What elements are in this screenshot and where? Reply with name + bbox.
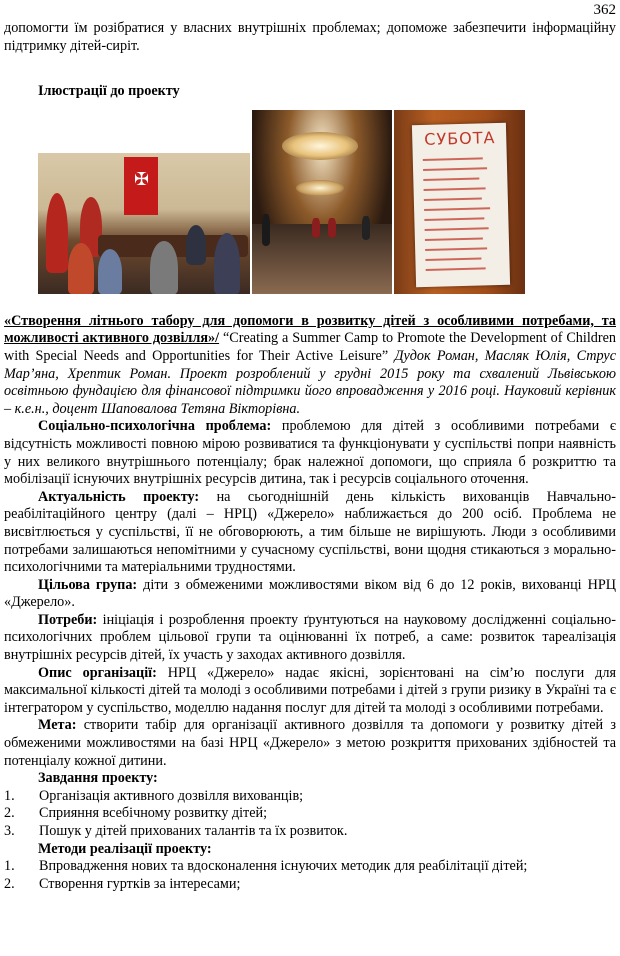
schedule-line <box>423 167 487 170</box>
section-label: Соціально-психологічна проблема: <box>38 418 272 435</box>
section-label: Мета: <box>38 717 77 734</box>
list-number: 2. <box>4 875 15 892</box>
person-figure <box>312 218 320 238</box>
tasks-heading: Завдання проекту: <box>38 770 158 787</box>
section-label: Опис організації: <box>38 664 157 681</box>
section-problem <box>4 418 616 488</box>
section-text: діти з обмеженими можливостями віком від 6 до 12 років, вихованці НРЦ «Джерело». <box>4 576 616 611</box>
section-text: ініціація і розроблення проекту ґрунтуються на науковому дослідженні соціально-психологічних проблем цільової групи та оцінюванні їх потреб, а саме: розвиток тареалізація внутрішніх ресурсів дітей, їх участь у заходах активного дозвілля. <box>4 611 616 664</box>
person-figure <box>150 241 178 294</box>
section-text: створити табір для організації активного дозвілля та допомоги у розвитку дітей з обмеженими можливостями на базі НРЦ «Джерело» з метою розкриття прихованих здібностей та потенціалу кожної дитини. <box>4 717 616 769</box>
section-needs <box>4 612 616 665</box>
chandelier <box>296 180 344 196</box>
section-target-group <box>4 577 616 612</box>
list-item <box>4 858 616 876</box>
person-figure <box>214 233 240 294</box>
schedule-line <box>423 157 483 160</box>
schedule-line <box>425 227 489 230</box>
project-title-ua: «Створення літнього табору для допомоги в розвитку дітей з особливими потребами, та можливості активного дозвілля»/ <box>4 312 616 347</box>
intro-paragraph: допомогти їм розібратися у власних внутрішніх проблемах; допоможе забезпечити інформаційну підтримку дітей-сиріт. <box>4 20 616 54</box>
tasks-list <box>4 788 616 841</box>
list-text: Організація активного дозвілля вихованців; <box>39 787 304 804</box>
section-relevance <box>4 489 616 577</box>
list-number: 3. <box>4 823 15 839</box>
schedule-line <box>425 237 483 240</box>
person-figure <box>186 225 206 265</box>
list-text: Створення гуртків за інтересами; <box>39 875 241 892</box>
person-figure <box>362 216 370 240</box>
page-number: 362 <box>593 2 616 18</box>
section-label: Потреби: <box>38 611 98 628</box>
project-title-en: “Creating a Summer Camp to Promote the Development of Children with Special Needs and Opportunities for Their Active Leisure” <box>4 330 616 364</box>
list-item <box>4 823 616 841</box>
schedule-line <box>425 257 481 260</box>
list-number: 1. <box>4 858 15 875</box>
section-text: НРЦ «Джерело» надає якісні, зорієнтовані на сім’ю послуги для максимальної кількості дітей та молоді з особливими потребами і дітей з групи ризику в Україні та є інтегратором у суспільство, моделлю надання послуг для дітей та молоді з особливими потребами. <box>4 664 616 716</box>
person-figure <box>68 243 94 294</box>
schedule-sheet <box>412 123 510 287</box>
schedule-photo <box>394 110 525 294</box>
section-label: Актуальність проекту: <box>38 488 200 505</box>
list-item <box>4 788 616 806</box>
section-text: проблемою для дітей з особливими потребами є відсутність можливості повною мірою розвиватися та функціонувати у суспільстві попри наявність у них великого внутрішнього потенціалу; брак належної допомоги, що сприяла б розкриттю та мобілізації існуючих внутрішніх ресурсів дитина, так і ресурсів соціального оточення. <box>4 418 616 488</box>
section-text: на сьогоднішній день кількість вихованців Навчально-реабілітаційного центру (далі – НРЦ) «Джерело» наближається до 200 осіб. Проблема не висвітлюється у суспільстві, її не обговорюють, а тим більше не вирішують. Люди з особливими потребами залишаються непомітними у сучасному суспільстві, вони щодня стикаються з морально-психологічними та матеріальними трудностями. <box>4 488 617 576</box>
chandelier <box>282 132 358 160</box>
list-item <box>4 805 616 823</box>
list-item <box>4 876 616 894</box>
schedule-line <box>426 267 486 270</box>
project-title <box>4 313 616 419</box>
meeting-photo <box>38 153 250 294</box>
person-figure <box>98 249 122 294</box>
project-authors: Дудок Роман, Масляк Юлія, Струс Мар’яна, Хрептик Роман. Проект розроблений у грудні 2015 року та схвалений Львівською освітньою фундацією для фінансової підтримки його впровадження у 2016 році. Науковий керівник – к.е.н., доцент Шаповалова Тетяна Вікторівна. <box>4 347 616 417</box>
list-number: 1. <box>4 787 15 804</box>
page-body <box>4 0 616 893</box>
schedule-line <box>424 187 486 190</box>
illustrations-heading: Ілюстрації до проекту <box>38 83 180 100</box>
schedule-line <box>424 197 482 200</box>
methods-list <box>4 858 616 893</box>
list-text: Пошук у дітей прихованих талантів та їх розвиток. <box>39 823 348 839</box>
schedule-line <box>425 247 487 250</box>
person-figure <box>46 193 68 273</box>
schedule-line <box>424 207 490 210</box>
hall-photo <box>252 110 392 294</box>
list-text: Сприяння всебічному розвитку дітей; <box>39 805 268 822</box>
schedule-line <box>423 177 479 180</box>
hall-floor <box>252 224 392 294</box>
schedule-line <box>424 217 484 220</box>
section-organization <box>4 665 616 718</box>
section-label: Цільова група: <box>38 576 138 593</box>
photo-gallery <box>4 105 616 301</box>
person-figure <box>328 218 336 238</box>
maltese-cross-icon: ✠ <box>134 168 150 190</box>
section-goal <box>4 717 616 770</box>
list-text: Впровадження нових та вдосконалення існуючих методик для реабілітації дітей; <box>39 858 528 875</box>
schedule-title: СУБОТА <box>424 127 496 149</box>
person-figure <box>262 214 270 246</box>
methods-heading: Методи реалізації проекту: <box>38 840 212 857</box>
list-number: 2. <box>4 805 15 822</box>
